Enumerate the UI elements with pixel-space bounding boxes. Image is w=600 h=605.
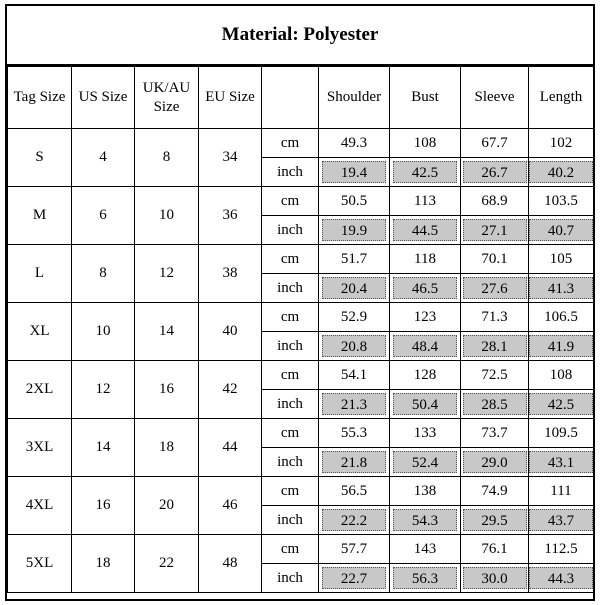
sleeve-cm-cell: 76.1 [461, 535, 529, 564]
chart-title: Material: Polyester [7, 6, 593, 66]
length-cm-cell: 108 [529, 361, 594, 390]
length-inch-cell [529, 158, 594, 187]
sleeve-cm-cell: 73.7 [461, 419, 529, 448]
tag-size-cell: M [8, 187, 72, 245]
bust-inch-value: 46.5 [393, 277, 457, 299]
length-cm-cell: 102 [529, 129, 594, 158]
length-inch-cell [529, 332, 594, 361]
header-tag-size: Tag Size [8, 67, 72, 129]
tag-size-cell: 3XL [8, 419, 72, 477]
us-size-cell: 16 [72, 477, 135, 535]
sleeve-inch-cell [461, 216, 529, 245]
header-bust: Bust [390, 67, 461, 129]
sleeve-cm-cell: 70.1 [461, 245, 529, 274]
length-inch-value: 41.9 [529, 335, 593, 357]
uk-au-size-cell: 22 [135, 535, 199, 593]
header-eu-size: EU Size [199, 67, 262, 129]
us-size-cell: 10 [72, 303, 135, 361]
tag-size-cell: L [8, 245, 72, 303]
unit-label-cm: cm [262, 535, 319, 564]
shoulder-cm-cell: 52.9 [319, 303, 390, 332]
uk-au-size-cell: 8 [135, 129, 199, 187]
unit-label-inch: inch [262, 158, 319, 187]
shoulder-cm-cell: 51.7 [319, 245, 390, 274]
length-cm-cell: 106.5 [529, 303, 594, 332]
size-row-cm [8, 535, 594, 564]
length-inch-value: 42.5 [529, 393, 593, 415]
bust-cm-cell: 128 [390, 361, 461, 390]
bust-inch-value: 48.4 [393, 335, 457, 357]
length-cm-cell: 109.5 [529, 419, 594, 448]
unit-label-inch: inch [262, 274, 319, 303]
unit-label-inch: inch [262, 332, 319, 361]
tag-size-cell: 5XL [8, 535, 72, 593]
sleeve-inch-value: 26.7 [463, 161, 527, 183]
shoulder-inch-cell [319, 564, 390, 593]
length-inch-cell [529, 390, 594, 419]
tag-size-cell: S [8, 129, 72, 187]
unit-label-inch: inch [262, 564, 319, 593]
bust-inch-value: 44.5 [393, 219, 457, 241]
length-inch-cell [529, 506, 594, 535]
header-sleeve: Sleeve [461, 67, 529, 129]
shoulder-inch-value: 21.3 [322, 393, 386, 415]
us-size-cell: 12 [72, 361, 135, 419]
shoulder-inch-value: 20.4 [322, 277, 386, 299]
uk-au-size-cell: 10 [135, 187, 199, 245]
bust-cm-cell: 118 [390, 245, 461, 274]
shoulder-inch-cell [319, 448, 390, 477]
unit-label-cm: cm [262, 477, 319, 506]
bust-inch-value: 50.4 [393, 393, 457, 415]
unit-label-inch: inch [262, 506, 319, 535]
eu-size-cell: 48 [199, 535, 262, 593]
unit-label-cm: cm [262, 361, 319, 390]
shoulder-inch-cell [319, 274, 390, 303]
sleeve-cm-cell: 67.7 [461, 129, 529, 158]
length-inch-cell [529, 274, 594, 303]
uk-au-size-cell: 12 [135, 245, 199, 303]
length-inch-cell [529, 564, 594, 593]
size-row-cm [8, 419, 594, 448]
unit-label-inch: inch [262, 390, 319, 419]
sleeve-cm-cell: 71.3 [461, 303, 529, 332]
eu-size-cell: 38 [199, 245, 262, 303]
shoulder-inch-value: 22.7 [322, 567, 386, 589]
shoulder-cm-cell: 57.7 [319, 535, 390, 564]
us-size-cell: 6 [72, 187, 135, 245]
eu-size-cell: 40 [199, 303, 262, 361]
tag-size-cell: XL [8, 303, 72, 361]
shoulder-cm-cell: 50.5 [319, 187, 390, 216]
uk-au-size-cell: 14 [135, 303, 199, 361]
shoulder-cm-cell: 54.1 [319, 361, 390, 390]
shoulder-inch-value: 19.9 [322, 219, 386, 241]
size-row-cm [8, 187, 594, 216]
header-uk-au-size: UK/AU Size [135, 67, 199, 129]
unit-label-cm: cm [262, 129, 319, 158]
length-inch-value: 40.2 [529, 161, 593, 183]
eu-size-cell: 44 [199, 419, 262, 477]
sleeve-cm-cell: 74.9 [461, 477, 529, 506]
unit-label-cm: cm [262, 419, 319, 448]
size-chart [5, 4, 595, 601]
header-unit [262, 67, 319, 129]
eu-size-cell: 34 [199, 129, 262, 187]
unit-label-inch: inch [262, 216, 319, 245]
uk-au-size-cell: 16 [135, 361, 199, 419]
header-row [8, 67, 594, 129]
length-inch-cell [529, 216, 594, 245]
bust-cm-cell: 133 [390, 419, 461, 448]
size-table [7, 66, 594, 593]
shoulder-cm-cell: 55.3 [319, 419, 390, 448]
unit-label-cm: cm [262, 303, 319, 332]
sleeve-inch-cell [461, 564, 529, 593]
bust-inch-cell [390, 506, 461, 535]
bust-cm-cell: 143 [390, 535, 461, 564]
size-rows [8, 129, 594, 593]
sleeve-inch-cell [461, 448, 529, 477]
bust-inch-value: 42.5 [393, 161, 457, 183]
sleeve-cm-cell: 68.9 [461, 187, 529, 216]
size-row-cm [8, 303, 594, 332]
length-inch-value: 44.3 [529, 567, 593, 589]
header-length: Length [529, 67, 594, 129]
header-us-size: US Size [72, 67, 135, 129]
sleeve-inch-value: 30.0 [463, 567, 527, 589]
header-shoulder: Shoulder [319, 67, 390, 129]
us-size-cell: 14 [72, 419, 135, 477]
sleeve-inch-value: 29.5 [463, 509, 527, 531]
sleeve-inch-value: 27.6 [463, 277, 527, 299]
sleeve-inch-cell [461, 506, 529, 535]
shoulder-inch-cell [319, 332, 390, 361]
shoulder-inch-value: 21.8 [322, 451, 386, 473]
us-size-cell: 18 [72, 535, 135, 593]
unit-label-inch: inch [262, 448, 319, 477]
length-inch-cell [529, 448, 594, 477]
shoulder-cm-cell: 56.5 [319, 477, 390, 506]
bust-inch-cell [390, 216, 461, 245]
length-cm-cell: 112.5 [529, 535, 594, 564]
shoulder-inch-value: 19.4 [322, 161, 386, 183]
bust-inch-cell [390, 564, 461, 593]
length-cm-cell: 105 [529, 245, 594, 274]
eu-size-cell: 46 [199, 477, 262, 535]
length-inch-value: 40.7 [529, 219, 593, 241]
length-cm-cell: 103.5 [529, 187, 594, 216]
bust-inch-cell [390, 158, 461, 187]
sleeve-inch-value: 28.5 [463, 393, 527, 415]
shoulder-inch-value: 20.8 [322, 335, 386, 357]
size-row-cm [8, 477, 594, 506]
eu-size-cell: 36 [199, 187, 262, 245]
sleeve-inch-cell [461, 274, 529, 303]
size-row-cm [8, 361, 594, 390]
bust-inch-cell [390, 332, 461, 361]
sleeve-inch-value: 29.0 [463, 451, 527, 473]
tag-size-cell: 4XL [8, 477, 72, 535]
uk-au-size-cell: 18 [135, 419, 199, 477]
us-size-cell: 4 [72, 129, 135, 187]
sleeve-inch-value: 27.1 [463, 219, 527, 241]
unit-label-cm: cm [262, 245, 319, 274]
bust-inch-cell [390, 390, 461, 419]
sleeve-inch-cell [461, 332, 529, 361]
shoulder-inch-cell [319, 216, 390, 245]
bust-inch-value: 54.3 [393, 509, 457, 531]
bust-cm-cell: 123 [390, 303, 461, 332]
shoulder-inch-cell [319, 158, 390, 187]
shoulder-cm-cell: 49.3 [319, 129, 390, 158]
size-row-cm [8, 129, 594, 158]
sleeve-inch-cell [461, 158, 529, 187]
sleeve-inch-value: 28.1 [463, 335, 527, 357]
shoulder-inch-value: 22.2 [322, 509, 386, 531]
bust-cm-cell: 108 [390, 129, 461, 158]
bust-cm-cell: 113 [390, 187, 461, 216]
bust-inch-value: 56.3 [393, 567, 457, 589]
tag-size-cell: 2XL [8, 361, 72, 419]
unit-label-cm: cm [262, 187, 319, 216]
length-inch-value: 43.7 [529, 509, 593, 531]
length-inch-value: 41.3 [529, 277, 593, 299]
length-inch-value: 43.1 [529, 451, 593, 473]
bust-inch-cell [390, 274, 461, 303]
bust-cm-cell: 138 [390, 477, 461, 506]
shoulder-inch-cell [319, 390, 390, 419]
size-row-cm [8, 245, 594, 274]
eu-size-cell: 42 [199, 361, 262, 419]
bust-inch-value: 52.4 [393, 451, 457, 473]
shoulder-inch-cell [319, 506, 390, 535]
sleeve-inch-cell [461, 390, 529, 419]
sleeve-cm-cell: 72.5 [461, 361, 529, 390]
bust-inch-cell [390, 448, 461, 477]
uk-au-size-cell: 20 [135, 477, 199, 535]
us-size-cell: 8 [72, 245, 135, 303]
length-cm-cell: 111 [529, 477, 594, 506]
